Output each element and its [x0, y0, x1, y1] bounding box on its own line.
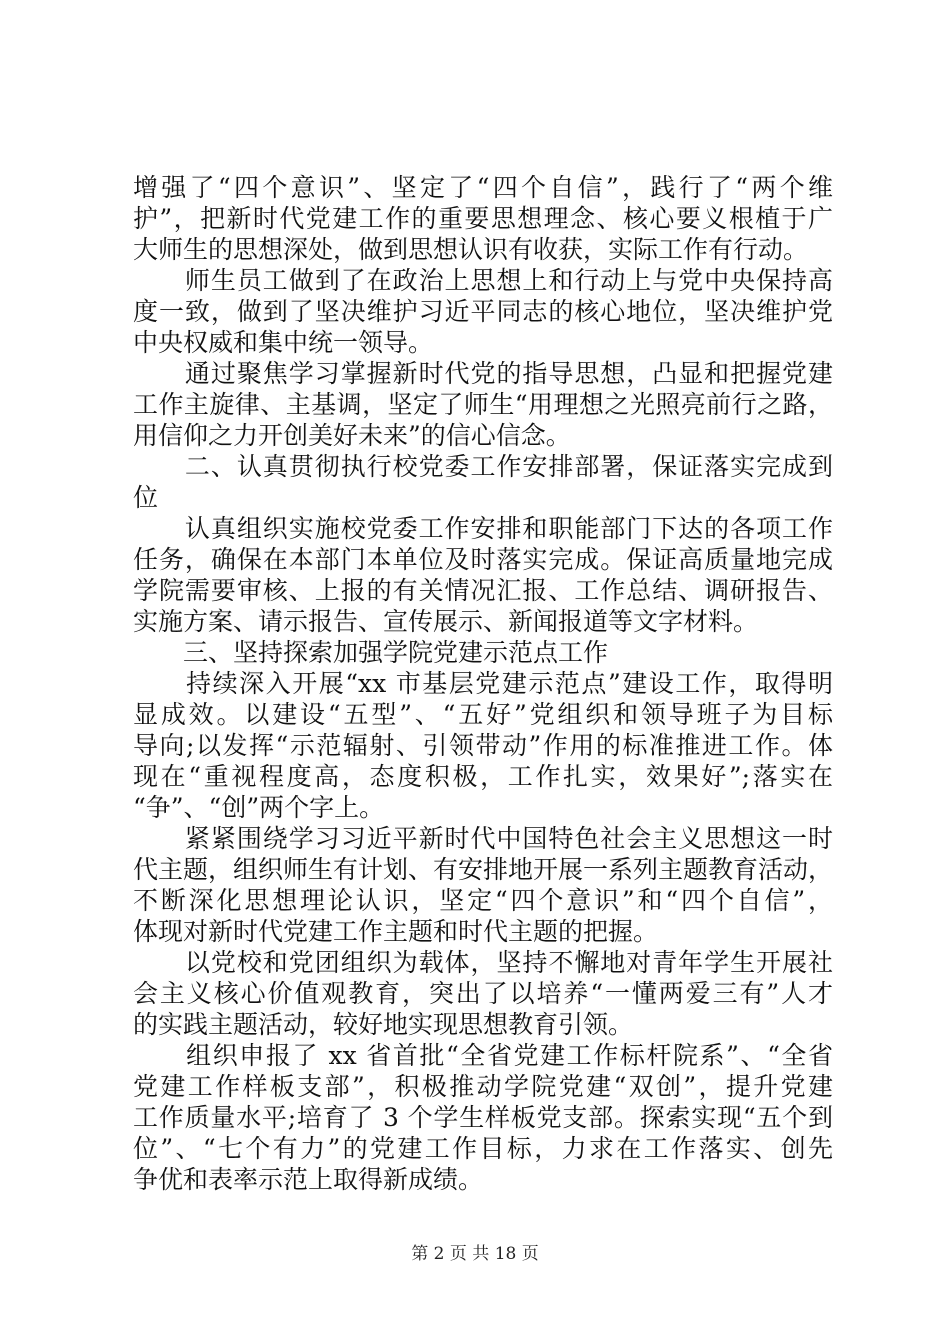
paragraph	[133, 823, 833, 947]
paragraph	[133, 265, 833, 358]
text-line: 工作主旋律、主基调，坚定了师生“用理想之光照亮前行之路，	[133, 390, 833, 419]
text-line: 中央权威和集中统一领导。	[133, 328, 434, 357]
text-line: 度一致，做到了坚决维护习近平同志的核心地位，坚决维护党	[133, 297, 833, 326]
text-line: 位”、“七个有力”的党建工作目标，力求在工作落实、创先	[133, 1134, 833, 1163]
text-line: 会主义核心价值观教育，突出了以培养“一懂两爱三有”人才	[133, 979, 833, 1008]
document-body	[133, 172, 833, 1195]
text-line: 显成效。以建设“五型”、“五好”党组织和领导班子为目标	[133, 700, 833, 729]
text-line: 持续深入开展“xx 市基层党建示范点”建设工作，取得明	[133, 669, 833, 698]
text-line: 代主题，组织师生有计划、有安排地开展一系列主题教育活动，	[133, 855, 834, 884]
text-line: 紧紧围绕学习习近平新时代中国特色社会主义思想这一时	[133, 824, 833, 853]
text-line: 工作质量水平;培育了 3 个学生样板党支部。探索实现“五个到	[133, 1103, 833, 1132]
paragraph	[133, 947, 833, 1040]
text-line: 争优和表率示范上取得新成绩。	[133, 1165, 484, 1194]
text-line: 学院需要审核、上报的有关情况汇报、工作总结、调研报告、	[133, 576, 833, 605]
text-line: 护”，把新时代党建工作的重要思想理念、核心要义根植于广	[133, 204, 833, 233]
text-line: 大师生的思想深处，做到思想认识有收获，实际工作有行动。	[133, 235, 809, 264]
text-line: 组织申报了 xx 省首批“全省党建工作标杆院系”、“全省	[133, 1041, 833, 1070]
text-line: 党建工作样板支部”，积极推动学院党建“双创”，提升党建	[133, 1072, 833, 1101]
text-line: 的实践主题活动，较好地实现思想教育引领。	[133, 1010, 634, 1039]
section-heading	[133, 637, 833, 668]
text-line: 不断深化思想理论认识，坚定“四个意识”和“四个自信”，	[133, 886, 833, 915]
text-line: 以党校和党团组织为载体，坚持不懈地对青年学生开展社	[133, 948, 833, 977]
page-footer: 第 2 页 共 18 页	[411, 1244, 539, 1264]
text-line: 现在“重视程度高，态度积极，工作扎实，效果好”;落实在	[133, 762, 833, 791]
text-line: 增强了“四个意识”、坚定了“四个自信”，践行了“两个维	[133, 173, 833, 202]
paragraph	[133, 172, 833, 265]
text-line: “争”、“创”两个字上。	[133, 793, 385, 822]
text-line: 用信仰之力开创美好未来”的信心信念。	[133, 421, 571, 450]
text-line: 导向;以发挥“示范辐射、引领带动”作用的标准推进工作。体	[133, 731, 833, 760]
paragraph	[133, 358, 833, 451]
text-line: 体现对新时代党建工作主题和时代主题的把握。	[133, 917, 659, 946]
paragraph	[133, 668, 833, 823]
text-line: 二、认真贯彻执行校党委工作安排部署，保证落实完成到	[133, 452, 833, 481]
text-line: 师生员工做到了在政治上思想上和行动上与党中央保持高	[133, 266, 833, 295]
text-line: 三、坚持探索加强学院党建示范点工作	[133, 638, 609, 667]
section-heading	[133, 451, 833, 513]
text-line: 任务，确保在本部门本单位及时落实完成。保证高质量地完成	[133, 545, 833, 574]
text-line: 实施方案、请示报告、宣传展示、新闻报道等文字材料。	[133, 607, 759, 636]
text-line: 通过聚焦学习掌握新时代党的指导思想，凸显和把握党建	[133, 359, 833, 388]
paragraph	[133, 1040, 833, 1195]
paragraph	[133, 513, 833, 637]
text-line: 认真组织实施校党委工作安排和职能部门下达的各项工作	[133, 514, 833, 543]
text-line: 位	[133, 483, 159, 512]
